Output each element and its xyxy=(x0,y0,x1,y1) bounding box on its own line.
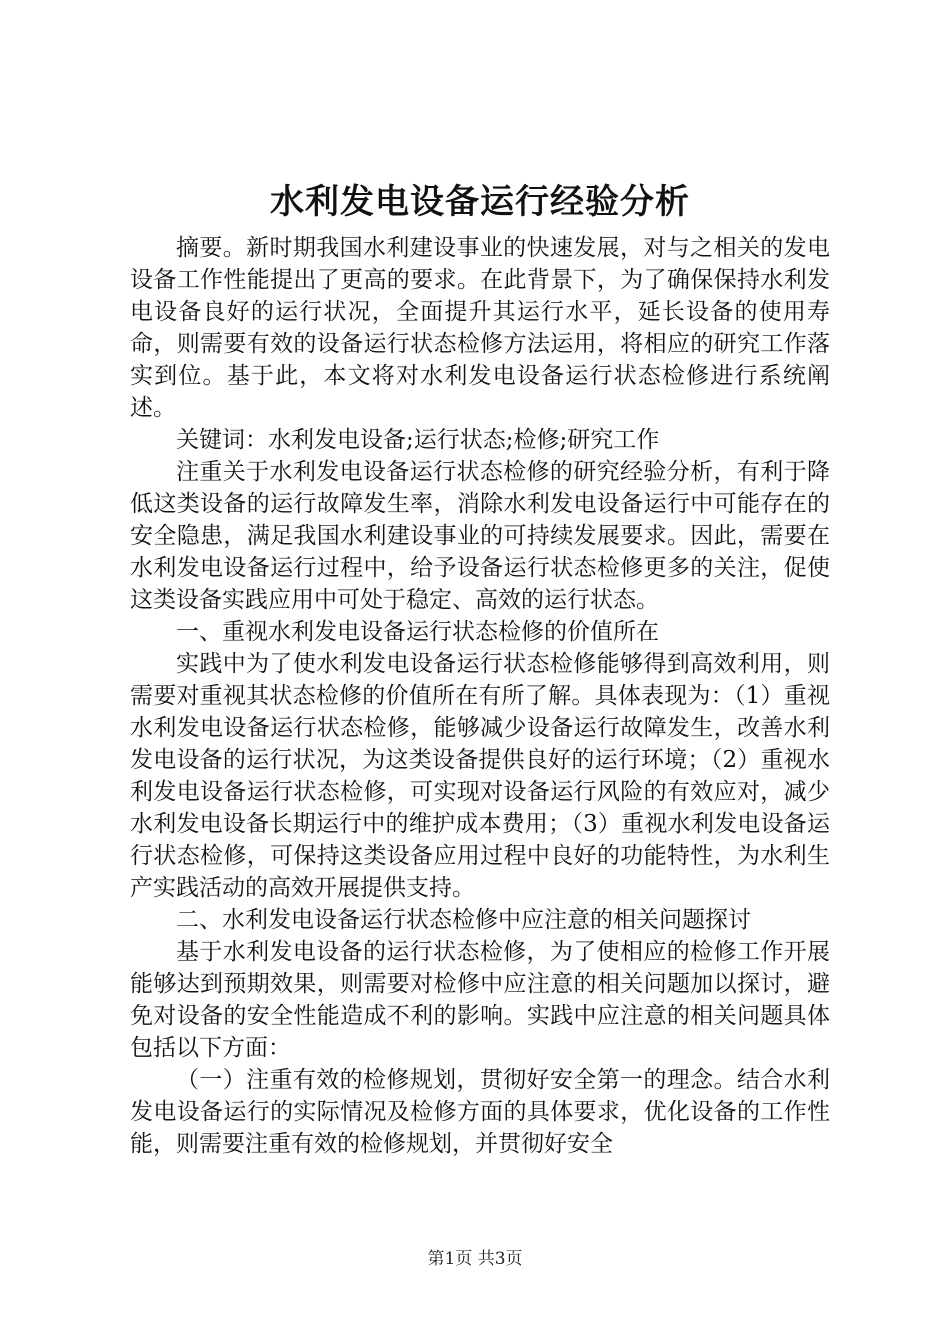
page-footer: 第1页 共3页 xyxy=(427,1249,523,1269)
subsection-1-paragraph: （一）注重有效的检修规划，贯彻好安全第一的理念。结合水利发电设备运行的实际情况及检修方面的具体要求，优化设备的工作性能，则需要注重有效的检修规划，并贯彻好安全 xyxy=(130,1067,830,1157)
section-2-paragraph: 基于水利发电设备的运行状态检修，为了使相应的检修工作开展能够达到预期效果，则需要对检修中应注意的相关问题加以探讨，避免对设备的安全性能造成不利的影响。实践中应注意的相关问题具体包括以下方面： xyxy=(130,939,830,1061)
abstract-paragraph: 摘要。新时期我国水利建设事业的快速发展，对与之相关的发电设备工作性能提出了更高的要求。在此背景下，为了确保保持水利发电设备良好的运行状况，全面提升其运行水平，延长设备的使用寿命，则需要有效的设备运行状态检修方法运用，将相应的研究工作落实到位。基于此，本文将对水利发电设备运行状态检修进行系统阐述。 xyxy=(130,235,830,421)
document-page xyxy=(130,180,830,1160)
keywords-paragraph: 关键词：水利发电设备;运行状态;检修;研究工作 xyxy=(176,427,660,453)
intro-paragraph: 注重关于水利发电设备运行状态检修的研究经验分析，有利于降低这类设备的运行故障发生率，消除水利发电设备运行中可能存在的安全隐患，满足我国水利建设事业的可持续发展要求。因此，需要在水利发电设备运行过程中，给予设备运行状态检修更多的关注，促使这类设备实践应用中可处于稳定、高效的运行状态。 xyxy=(130,459,830,613)
document-title: 水利发电设备运行经验分析 xyxy=(270,182,690,222)
section-heading-2: 二、水利发电设备运行状态检修中应注意的相关问题探讨 xyxy=(176,907,751,933)
section-heading-1: 一、重视水利发电设备运行状态检修的价值所在 xyxy=(176,619,659,645)
section-1-paragraph: 实践中为了使水利发电设备运行状态检修能够得到高效利用，则需要对重视其状态检修的价值所在有所了解。具体表现为：（1）重视水利发电设备运行状态检修，能够减少设备运行故障发生，改善水利发电设备的运行状况，为这类设备提供良好的运行环境；（2）重视水利发电设备运行状态检修，可实现对设备运行风险的有效应对，减少水利发电设备长期运行中的维护成本费用；（3）重视水利发电设备运行状态检修，可保持这类设备应用过程中良好的功能特性，为水利生产实践活动的高效开展提供支持。 xyxy=(130,651,830,901)
